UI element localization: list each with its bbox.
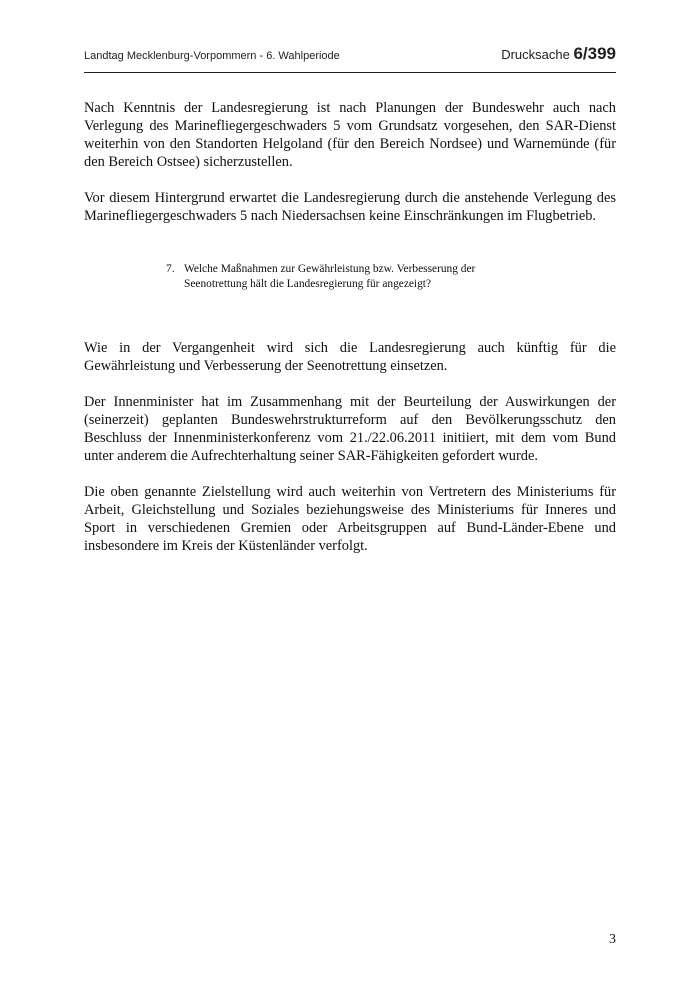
header-drucksache-label: Drucksache: [501, 47, 574, 62]
paragraph-objective: Die oben genannte Zielstellung wird auch weiterhin von Vertretern des Ministeriums für Arbeit, Gleichstellung und Soziales beziehungsweise des Ministeriums für Inneres und Sport in verschiedenen Gremien oder Arbeitsgruppen auf Bund-Länder-Ebene und insbesondere im Kreis der Küstenländer verfolgt.: [84, 484, 616, 554]
page-header: [84, 38, 616, 73]
paragraph-flight-operations: Vor diesem Hintergrund erwartet die Landesregierung durch die anstehende Verlegung des Marinefliegergeschwaders 5 nach Niedersachsen keine Einschränkungen im Flugbetrieb.: [84, 190, 616, 224]
header-document-id: [501, 44, 616, 64]
page-number: 3: [609, 932, 616, 947]
paragraph-interior-minister: Der Innenminister hat im Zusammenhang mit der Beurteilung der Auswirkungen der (seinerzeit) geplanten Bundeswehrstrukturreform auf den Bevölkerungsschutz den Beschluss der Innenministerkonferenz vom 21./22.06.2011 initiiert, mit dem vom Bund unter anderem die Aufrechterhaltung seiner SAR-Fähigkeiten gefordert wurde.: [84, 394, 616, 464]
paragraph-sar-service: Nach Kenntnis der Landesregierung ist nach Planungen der Bundeswehr auch nach Verlegung des Marinefliegergeschwaders 5 vom Grundsatz vorgesehen, den SAR-Dienst weiterhin von den Standorten Helgoland (für den Bereich Nordsee) und Warnemünde (für den Bereich Ostsee) sicherzustellen.: [84, 100, 616, 170]
question-7: [166, 262, 526, 291]
header-parliament-title: Landtag Mecklenburg-Vorpommern - 6. Wahlperiode: [84, 50, 340, 62]
header-drucksache-number: 6/399: [573, 44, 616, 63]
question-text: Welche Maßnahmen zur Gewährleistung bzw. Verbesserung der Seenotrettung hält die Landesregierung für angezeigt?: [184, 263, 476, 290]
paragraph-answer-commitment: Wie in der Vergangenheit wird sich die Landesregierung auch künftig für die Gewährleistung und Verbesserung der Seenotrettung einsetzen.: [84, 340, 616, 374]
question-number: 7.: [166, 263, 175, 275]
